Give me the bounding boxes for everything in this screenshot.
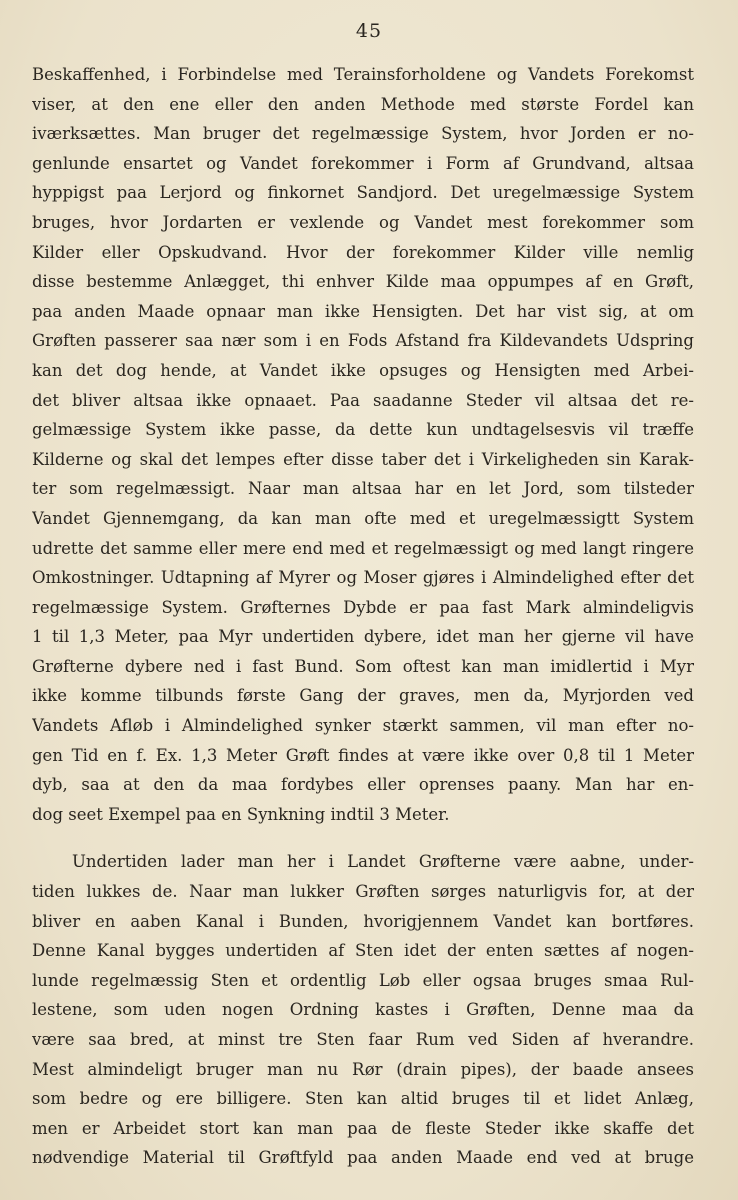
text-line: udrette det samme eller mere end med et regelmæssigt og med langt ringere: [32, 538, 694, 558]
text-line: dyb, saa at den da maa fordybes eller oprenses paany. Man har en-: [32, 775, 694, 795]
text-line: bruges, hvor Jordarten er vexlende og Vandet mest forekommer som: [32, 212, 694, 232]
text-line: som bedre og ere billigere. Sten kan altid bruges til et lidet Anlæg,: [32, 1089, 694, 1109]
paragraph-1: [32, 60, 694, 829]
text-line: Denne Kanal bygges undertiden af Sten idet der enten sættes af nogen-: [32, 941, 694, 961]
text-line: Omkostninger. Udtapning af Myrer og Moser gjøres i Almindelighed efter det: [32, 568, 694, 588]
text-line: dog seet Exempel paa en Synkning indtil 3 Meter.: [32, 804, 450, 824]
text-line: Mest almindeligt bruger man nu Rør (drain pipes), der baade ansees: [32, 1059, 694, 1079]
page-number: 45: [355, 20, 383, 42]
text-line: lunde regelmæssig Sten et ordentlig Løb eller ogsaa bruges smaa Rul-: [32, 970, 694, 990]
text-line: men er Arbeidet stort kan man paa de fleste Steder ikke skaffe det: [32, 1118, 694, 1138]
paragraph-2: [32, 847, 694, 1173]
text-line: viser, at den ene eller den anden Methode med største Fordel kan: [32, 94, 694, 114]
text-line: gen Tid en f. Ex. 1,3 Meter Grøft findes at være ikke over 0,8 til 1 Meter: [32, 745, 694, 765]
text-line: iværksættes. Man bruger det regelmæssige System, hvor Jorden er no-: [32, 124, 694, 144]
text-line: Grøften passerer saa nær som i en Fods Afstand fra Kildevandets Udspring: [32, 331, 694, 351]
text-line: lestene, som uden nogen Ordning kastes i Grøften, Denne maa da: [32, 1000, 694, 1020]
text-line: det bliver altsaa ikke opnaaet. Paa saadanne Steder vil altsaa det re-: [32, 390, 694, 410]
text-line: Beskaffenhed, i Forbindelse med Terainsforholdene og Vandets Forekomst: [32, 65, 694, 84]
text-line: være saa bred, at minst tre Sten faar Rum ved Siden af hverandre.: [32, 1030, 694, 1049]
text-line: paa anden Maade opnaar man ikke Hensigten. Det har vist sig, at om: [32, 301, 694, 321]
text-line: bliver en aaben Kanal i Bunden, hvorigjennem Vandet kan bortføres.: [32, 911, 694, 931]
text-line: Grøfterne dybere ned i fast Bund. Som oftest kan man imidlertid i Myr: [32, 656, 694, 676]
text-line: Vandets Afløb i Almindelighed synker stærkt sammen, vil man efter no-: [32, 716, 694, 736]
text-line: regelmæssige System. Grøfternes Dybde er paa fast Mark almindeligvis: [32, 597, 694, 617]
text-line: gelmæssige System ikke passe, da dette kun undtagelsesvis vil træffe: [32, 420, 694, 440]
paragraph-gap: [32, 829, 694, 847]
text-line: genlunde ensartet og Vandet forekommer i Form af Grundvand, altsaa: [32, 153, 694, 173]
text-line: nødvendige Material til Grøftfyld paa anden Maade end ved at bruge: [32, 1148, 694, 1168]
body-text: [32, 60, 694, 1173]
text-line: tiden lukkes de. Naar man lukker Grøften sørges naturligvis for, at der: [32, 882, 694, 902]
text-line: 1 til 1,3 Meter, paa Myr undertiden dybere, idet man her gjerne vil have: [32, 627, 694, 647]
text-line: ikke komme tilbunds første Gang der graves, men da, Myrjorden ved: [32, 686, 694, 706]
text-line: hyppigst paa Lerjord og finkornet Sandjord. Det uregelmæssige System: [32, 183, 694, 203]
text-line: kan det dog hende, at Vandet ikke opsuges og Hensigten med Arbei-: [32, 360, 694, 380]
text-line: Vandet Gjennemgang, da kan man ofte med et uregelmæssigtt System: [32, 508, 694, 528]
text-line: Kilder eller Opskudvand. Hvor der forekommer Kilder ville nemlig: [32, 242, 694, 262]
text-line: disse bestemme Anlægget, thi enhver Kilde maa oppumpes af en Grøft,: [32, 272, 694, 292]
text-line: ter som regelmæssigt. Naar man altsaa har en let Jord, som tilsteder: [32, 479, 694, 499]
text-line: Undertiden lader man her i Landet Grøfterne være aabne, under-: [72, 852, 694, 872]
text-line: Kilderne og skal det lempes efter disse taber det i Virkeligheden sin Karak-: [32, 449, 694, 469]
